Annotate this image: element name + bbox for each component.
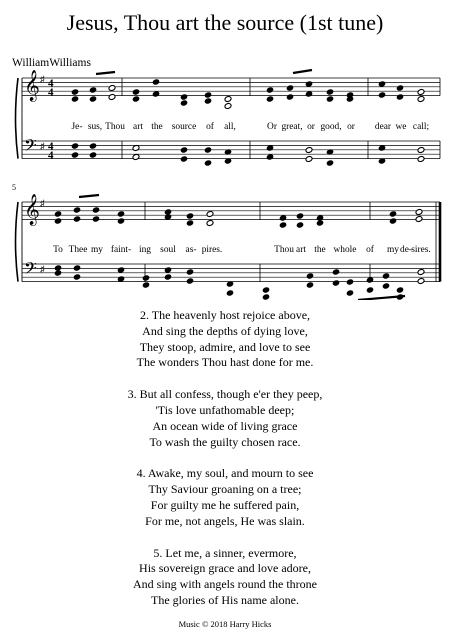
note-head bbox=[73, 207, 81, 214]
note-head bbox=[73, 274, 81, 281]
sharp-icon: ♯ bbox=[40, 141, 45, 151]
lyric-syllable: ing bbox=[139, 245, 151, 255]
note-head bbox=[417, 278, 425, 285]
verse-line: 4. Awake, my soul, and mourn to see bbox=[136, 466, 314, 481]
note-head bbox=[142, 282, 150, 289]
note-head bbox=[186, 220, 194, 227]
lyric-syllable: source bbox=[171, 122, 197, 132]
note-head bbox=[415, 209, 423, 216]
note-head bbox=[92, 216, 100, 223]
note-head bbox=[71, 143, 79, 150]
lyric-syllable: sus, bbox=[87, 122, 103, 132]
note-head bbox=[266, 87, 274, 94]
lyric-syllable: art bbox=[296, 245, 306, 255]
note-head bbox=[117, 267, 125, 274]
verse-5 bbox=[0, 546, 450, 609]
note-head bbox=[326, 89, 334, 96]
bass-clef-icon: 𝄢 bbox=[24, 258, 37, 282]
note-head bbox=[306, 273, 314, 280]
note-head bbox=[396, 94, 404, 101]
measure-number: 5 bbox=[12, 183, 16, 192]
lyric-syllable: of bbox=[366, 245, 374, 255]
lyric-syllable: Thou bbox=[105, 122, 125, 132]
verse-line: For guilty me he suffered pain, bbox=[150, 497, 300, 512]
note-head bbox=[396, 287, 404, 294]
treble-clef-icon: 𝄞 bbox=[24, 194, 40, 225]
lyric-syllable: art bbox=[133, 122, 143, 132]
note-head bbox=[204, 92, 212, 99]
note-head bbox=[224, 103, 232, 110]
note-head bbox=[142, 275, 150, 282]
lyrics-line-1 bbox=[72, 121, 430, 132]
time-signature-bottom: 4 bbox=[48, 149, 54, 162]
note-head bbox=[417, 147, 425, 154]
lyric-syllable: dear bbox=[374, 122, 392, 132]
lyric-syllable: of bbox=[206, 122, 214, 132]
note-head bbox=[332, 269, 340, 276]
lyric-syllable: as- bbox=[185, 245, 197, 255]
note-head bbox=[396, 85, 404, 92]
time-signature-top: 4 bbox=[48, 140, 54, 153]
brace bbox=[16, 202, 19, 282]
note-head bbox=[332, 280, 340, 287]
lyric-syllable: the bbox=[314, 245, 326, 255]
note-head bbox=[378, 92, 386, 99]
verse-line: His sovereign grace and love adore, bbox=[139, 561, 311, 576]
hymn-title: Jesus, Thou art the source (1st tune) bbox=[66, 10, 384, 35]
bass-clef-icon: 𝄢 bbox=[24, 135, 37, 159]
note-head bbox=[326, 96, 334, 103]
note-head bbox=[224, 96, 232, 103]
lyric-syllable: Or bbox=[267, 122, 277, 132]
lyric-syllable: good, bbox=[320, 122, 342, 132]
lyric-syllable: pires. bbox=[201, 245, 223, 255]
lyric-syllable: all, bbox=[224, 122, 236, 132]
beam bbox=[293, 70, 312, 73]
note-head bbox=[417, 89, 425, 96]
note-head bbox=[180, 156, 188, 163]
note-head bbox=[262, 294, 270, 300]
note-head bbox=[71, 152, 79, 159]
note-head bbox=[266, 154, 274, 161]
lyric-syllable: call; bbox=[412, 122, 430, 132]
verse-line: Thy Saviour groaning on a tree; bbox=[148, 482, 302, 497]
note-head bbox=[417, 96, 425, 103]
note-head bbox=[378, 81, 386, 88]
note-head bbox=[132, 154, 140, 161]
verse-line: 5. Let me, a sinner, evermore, bbox=[153, 545, 297, 560]
beam bbox=[79, 195, 99, 197]
note-head bbox=[92, 207, 100, 214]
lyric-syllable: To bbox=[53, 245, 63, 255]
note-head bbox=[108, 85, 116, 92]
note-head bbox=[180, 100, 188, 107]
time-signature-top: 4 bbox=[48, 77, 54, 90]
lyric-syllable: the bbox=[151, 122, 163, 132]
verse-line: The glories of His name alone. bbox=[151, 592, 299, 607]
note-head bbox=[54, 218, 62, 225]
verse-2 bbox=[0, 308, 450, 371]
note-head bbox=[415, 216, 423, 223]
verse-line: 'Tis love unfathomable deep; bbox=[155, 402, 295, 417]
note-head bbox=[204, 160, 212, 167]
note-head bbox=[326, 160, 334, 167]
note-head bbox=[204, 147, 212, 154]
note-head bbox=[204, 98, 212, 105]
note-head bbox=[286, 85, 294, 92]
note-head bbox=[152, 79, 160, 86]
note-head bbox=[164, 267, 172, 274]
note-head bbox=[54, 211, 62, 218]
note-head bbox=[108, 94, 116, 101]
sharp-icon: ♯ bbox=[40, 74, 45, 84]
treble-clef-icon: 𝄞 bbox=[24, 70, 40, 101]
note-head bbox=[206, 211, 214, 218]
verse-line: And sing the depths of dying love, bbox=[142, 323, 308, 338]
lyric-syllable: great, bbox=[281, 122, 303, 132]
verse-4 bbox=[0, 466, 450, 529]
note-head bbox=[316, 220, 324, 227]
note-head bbox=[305, 147, 313, 154]
verse-line: The wonders Thou hast done for me. bbox=[136, 355, 314, 370]
note-head bbox=[54, 270, 62, 277]
verse-line: For me, not angels, He was slain. bbox=[145, 513, 305, 528]
note-head bbox=[279, 222, 287, 229]
lyric-syllable: de- bbox=[400, 245, 412, 255]
note-head bbox=[89, 152, 97, 159]
verse-line: To wash the guilty chosen race. bbox=[149, 434, 301, 449]
note-head bbox=[305, 91, 313, 98]
lyric-syllable: whole bbox=[333, 245, 357, 255]
verse-3 bbox=[0, 387, 450, 450]
verses bbox=[0, 308, 450, 625]
note-head bbox=[366, 287, 374, 294]
verse-line: They stoop, admire, and love to see bbox=[139, 339, 311, 354]
note-head bbox=[164, 274, 172, 281]
note-head bbox=[382, 273, 390, 280]
composer-credit: WilliamWilliams bbox=[12, 57, 91, 69]
note-head bbox=[73, 265, 81, 272]
lyric-syllable: my bbox=[91, 245, 103, 255]
time-signature-bottom: 4 bbox=[48, 86, 54, 99]
note-head bbox=[266, 96, 274, 103]
note-head bbox=[417, 269, 425, 276]
note-head bbox=[306, 282, 314, 289]
note-head bbox=[180, 147, 188, 154]
note-head bbox=[366, 277, 374, 284]
lyric-syllable: Thee bbox=[68, 245, 88, 255]
note-head bbox=[286, 94, 294, 101]
note-head bbox=[117, 211, 125, 218]
verse-line: 2. The heavenly host rejoice above, bbox=[139, 308, 311, 322]
note-head bbox=[262, 287, 270, 294]
verse-line: An ocean wide of living grace bbox=[152, 418, 298, 433]
music-score bbox=[0, 0, 450, 300]
lyric-syllable: Thou bbox=[274, 245, 294, 255]
verse-line: 3. But all confess, though e'er they peep, bbox=[127, 387, 323, 402]
note-head bbox=[89, 87, 97, 94]
note-head bbox=[226, 290, 234, 297]
lyric-syllable: we bbox=[395, 122, 407, 132]
note-head bbox=[132, 89, 140, 96]
brace bbox=[16, 78, 19, 159]
note-head bbox=[279, 215, 287, 222]
note-head bbox=[132, 96, 140, 103]
copyright-footer: Music © 2018 Harry Hicks bbox=[178, 619, 272, 629]
beam bbox=[96, 72, 115, 74]
lyric-syllable: sires. bbox=[411, 245, 431, 255]
note-head bbox=[71, 96, 79, 103]
note-head bbox=[186, 269, 194, 276]
lyric-syllable: or bbox=[347, 122, 355, 132]
note-head bbox=[117, 218, 125, 225]
note-head bbox=[389, 211, 397, 218]
lyric-syllable: Je- bbox=[71, 122, 83, 132]
verse-line: And sing with angels round the throne bbox=[133, 577, 317, 592]
note-head bbox=[73, 216, 81, 223]
note-head bbox=[389, 218, 397, 225]
sharp-icon: ♯ bbox=[40, 198, 45, 208]
note-head bbox=[305, 156, 313, 163]
lyric-syllable: or bbox=[307, 122, 315, 132]
note-head bbox=[180, 94, 188, 101]
note-head bbox=[89, 96, 97, 103]
note-head bbox=[186, 278, 194, 285]
note-head bbox=[71, 89, 79, 96]
note-head bbox=[152, 91, 160, 98]
note-head bbox=[206, 220, 214, 227]
lyric-syllable: soul bbox=[160, 245, 176, 255]
note-head bbox=[305, 81, 313, 88]
note-head bbox=[296, 222, 304, 229]
sharp-icon: ♯ bbox=[40, 264, 45, 274]
note-head bbox=[382, 283, 390, 290]
lyrics-line-2 bbox=[53, 244, 431, 255]
note-head bbox=[186, 213, 194, 220]
note-head bbox=[89, 143, 97, 150]
note-head bbox=[346, 290, 354, 297]
note-head bbox=[296, 213, 304, 220]
lyric-syllable: faint- bbox=[110, 245, 132, 255]
lyric-syllable: my bbox=[387, 245, 399, 255]
note-head bbox=[417, 156, 425, 163]
notes bbox=[54, 70, 425, 300]
note-head bbox=[346, 279, 354, 286]
